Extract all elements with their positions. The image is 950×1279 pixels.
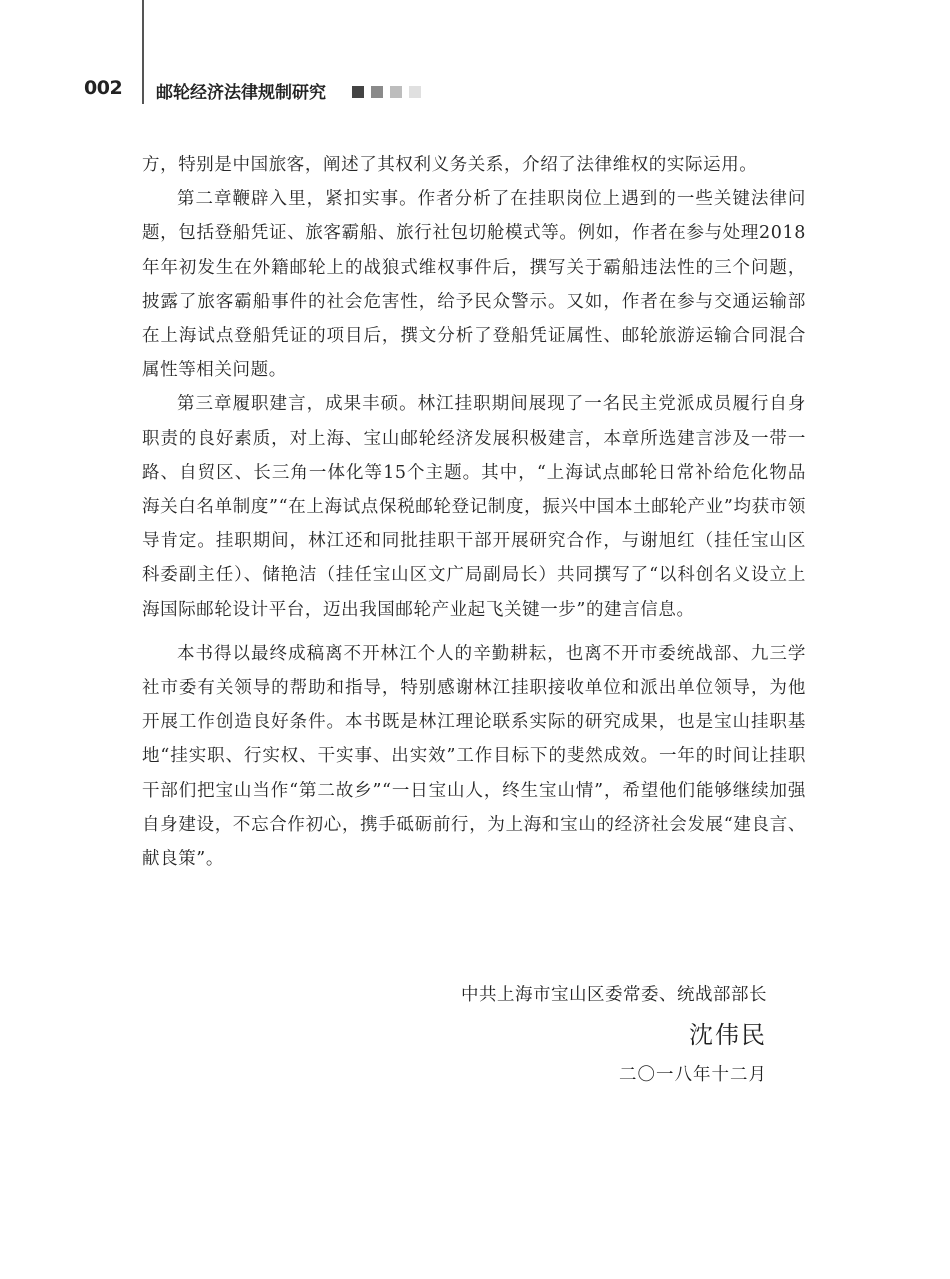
- decorative-square: [409, 86, 421, 98]
- paragraph-acknowledgement: 本书得以最终成稿离不开林江个人的辛勤耕耘，也离不开市委统战部、九三学社市委有关领导的帮助和指导，特别感谢林江挂职接收单位和派出单位领导，为他开展工作创造良好条件。本书既是林江理论联系实际的研究成果，也是宝山挂职基地“挂实职、行实权、干实事、出实效”工作目标下的斐然成效。一年的时间让挂职干部们把宝山当作“第二故乡”“一日宝山人，终生宝山情”，希望他们能够继续加强自身建设，不忘合作初心，携手砥砺前行，为上海和宝山的经济社会发展“建良言、献良策”。: [142, 643, 806, 870]
- signature-name: 沈伟民: [689, 1021, 767, 1049]
- decorative-square: [352, 86, 364, 98]
- signature-date: 二〇一八年十二月: [619, 1065, 767, 1085]
- signature-block: [461, 980, 767, 1090]
- paragraph-continued: 方，特别是中国旅客，阐述了其权利义务关系，介绍了法律维权的实际运用。: [142, 155, 758, 175]
- decorative-square: [371, 86, 383, 98]
- paragraph-chapter-two: 第二章鞭辟入里，紧扣实事。作者分析了在挂职岗位上遇到的一些关键法律问题，包括登船凭证、旅客霸船、旅行社包切舱模式等。例如，作者在参与处理2018年年初发生在外籍邮轮上的战狼式维权事件后，撰写关于霸船违法性的三个问题，披露了旅客霸船事件的社会危害性，给予民众警示。又如，作者在参与交通运输部在上海试点登船凭证的项目后，撰文分析了登船凭证属性、邮轮旅游运输合同混合属性等相关问题。: [142, 189, 806, 381]
- signature-organization: 中共上海市宝山区委常委、统战部部长: [461, 985, 767, 1005]
- header-vertical-rule: [142, 0, 144, 104]
- header-decorative-squares: [352, 86, 421, 98]
- decorative-square: [390, 86, 402, 98]
- paragraph-chapter-three: 第三章履职建言，成果丰硕。林江挂职期间展现了一名民主党派成员履行自身职责的良好素质，对上海、宝山邮轮经济发展积极建言，本章所选建言涉及一带一路、自贸区、长三角一体化等15个主题。其中，“上海试点邮轮日常补给危化物品海关白名单制度”“在上海试点保税邮轮登记制度，振兴中国本土邮轮产业”均获市领导肯定。挂职期间，林江还和同批挂职干部开展研究合作，与谢旭红（挂任宝山区科委副主任）、储艳洁（挂任宝山区文广局副局长）共同撰写了“以科创名义设立上海国际邮轮设计平台，迈出我国邮轮产业起飞关键一步”的建言信息。: [142, 394, 806, 620]
- page-number: 002: [84, 77, 123, 99]
- body-text: [142, 148, 806, 876]
- running-book-title: 邮轮经济法律规制研究: [156, 83, 326, 103]
